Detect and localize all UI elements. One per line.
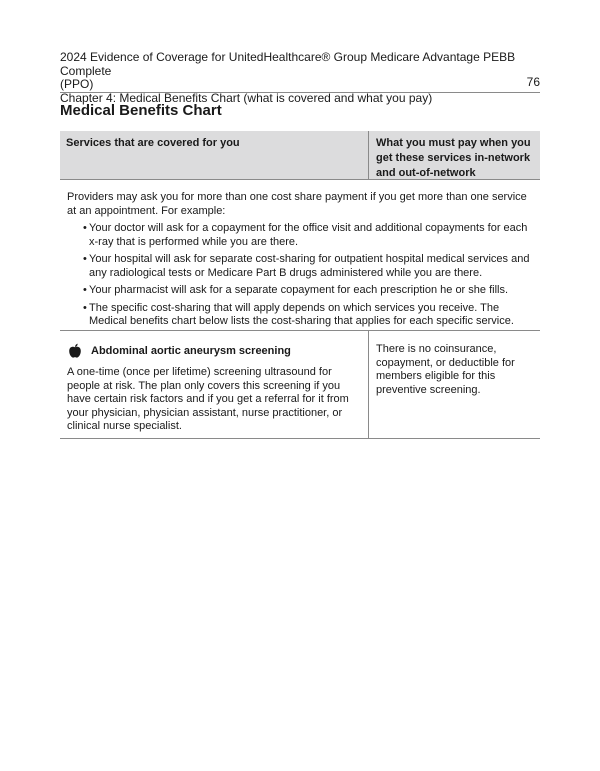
service-name: Abdominal aortic aneurysm screening: [91, 345, 291, 357]
apple-icon: [68, 343, 82, 358]
document-title: 2024 Evidence of Coverage for UnitedHealthcare® Group Medicare Advantage PEBB Complete: [60, 50, 516, 78]
service-description: A one-time (once per lifetime) screening ultrasound for people at risk. The plan only covers this screening if you have certain risk factors and if you get a referral for it from your physician, physician assistant, nurse practitioner, or clinical nurse specialist.: [67, 366, 349, 433]
column-divider: [368, 331, 369, 439]
list-item-text: The specific cost-sharing that will apply depends on which services you receive. The Medical benefits chart below lists the cost-sharing that applies for each specific service.: [89, 301, 514, 327]
document-title-continued: (PPO): [60, 77, 94, 91]
column-header-payment: What you must pay when you get these services in-network and out-of-network: [376, 137, 531, 179]
bullet-icon: •: [83, 284, 87, 296]
table-header: [60, 131, 540, 180]
page-number: 76: [526, 75, 540, 89]
intro-row: [60, 180, 540, 331]
bullet-icon: •: [83, 253, 87, 265]
bullet-icon: •: [83, 301, 87, 314]
list-item: [83, 302, 535, 329]
intro-paragraph: Providers may ask you for more than one cost share payment if you get more than one service at an appointment. For example:: [67, 191, 527, 217]
list-item: [83, 284, 535, 298]
example-list: [83, 222, 535, 333]
table-row: [60, 331, 540, 439]
bullet-icon: •: [83, 222, 87, 234]
header-divider: [60, 92, 540, 93]
list-item: [83, 253, 535, 280]
page-header: [60, 51, 540, 105]
cost-sharing-text: There is no coinsurance, copayment, or deductible for members eligible for this preventive screening.: [376, 343, 515, 396]
list-item-text: Your pharmacist will ask for a separate copayment for each prescription he or she fills.: [89, 284, 509, 296]
column-header-services: Services that are covered for you: [66, 137, 240, 149]
list-item: [83, 222, 535, 249]
chapter-title: Chapter 4: Medical Benefits Chart (what is covered and what you pay): [60, 90, 433, 105]
section-title: Medical Benefits Chart: [60, 102, 222, 119]
list-item-text: Your hospital will ask for separate cost-sharing for outpatient hospital medical services and any radiological tests or Medicare Part B drugs administered while you are there.: [89, 253, 530, 279]
list-item-text: Your doctor will ask for a copayment for the office visit and additional copayments for each x-ray that is performed while you are there.: [89, 222, 528, 248]
column-divider: [368, 131, 369, 180]
